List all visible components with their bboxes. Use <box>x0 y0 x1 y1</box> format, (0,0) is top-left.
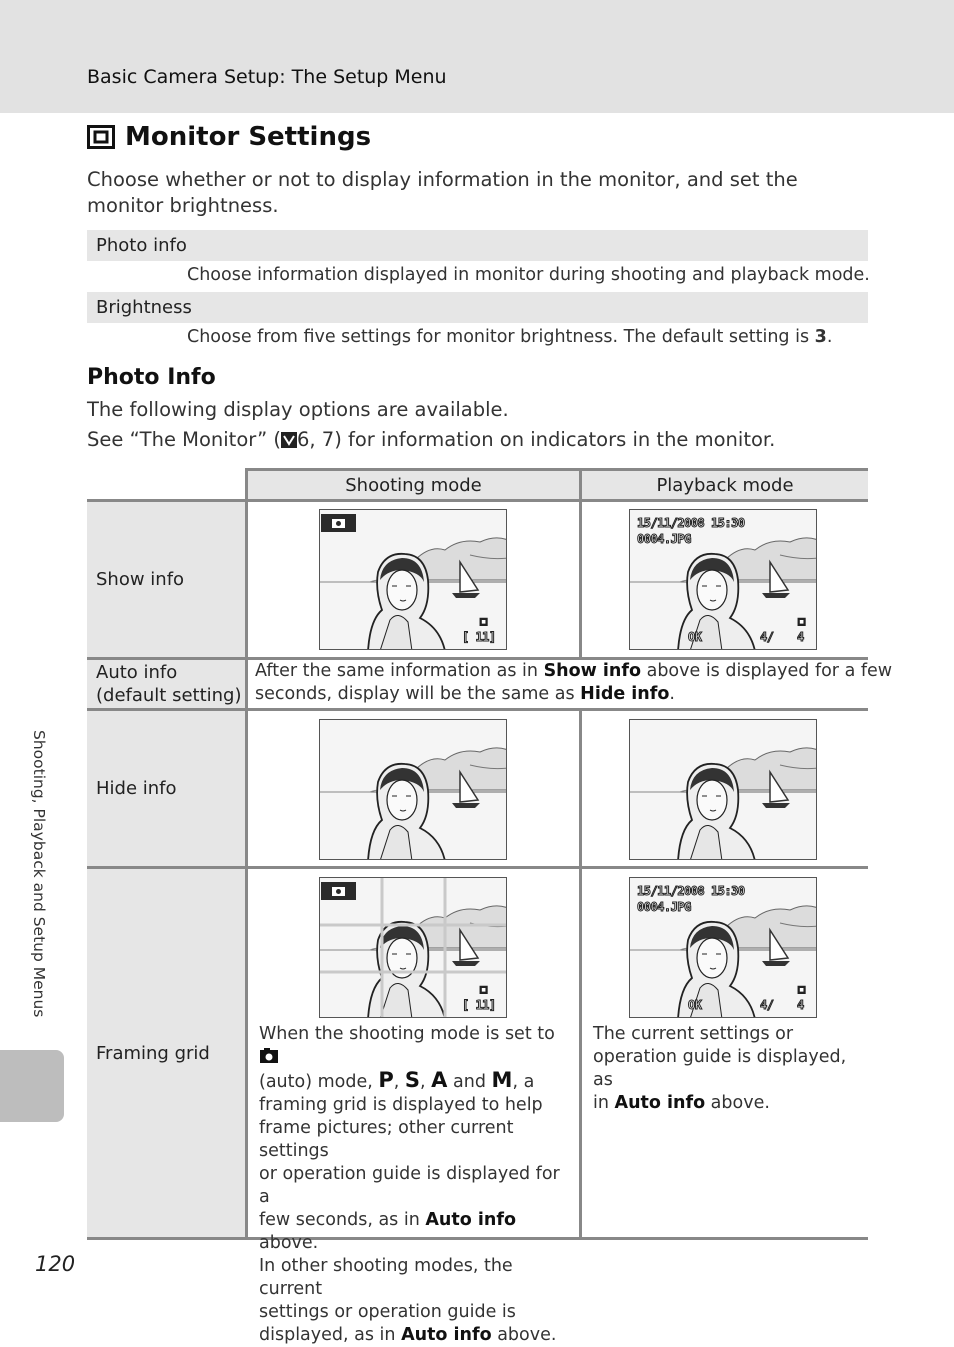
option-photo-info: Photo info <box>87 230 868 261</box>
monitor-shoot-show-info <box>319 509 507 650</box>
frame-number: 4/ <box>760 630 774 644</box>
camera-mode-icon <box>321 514 356 532</box>
table-rule <box>579 468 582 660</box>
framing-shooting-description: When the shooting mode is set to (auto) mode, P, S, A and M, a framing grid is displayed to help frame pictures; other current settings or operation guide is displayed for a few seconds, as in Auto info above. In other shooting modes, the current settings or operation guide is displayed, as in Auto info above. <box>259 1024 560 1345</box>
col-header-shooting: Shooting mode <box>248 468 579 499</box>
monitor-shoot-framing-grid <box>319 877 507 1018</box>
table-rule <box>87 866 868 869</box>
chapter-label: Shooting, Playback and Setup Menus <box>30 730 48 1018</box>
date-time: 15/11/2008 15:30 <box>637 516 745 530</box>
monitor-icon <box>87 125 115 149</box>
frame-total: 4 <box>797 998 804 1012</box>
option-brightness-desc: Choose from five settings for monitor brightness. The default setting is 3. <box>187 327 833 347</box>
photo-info-line1: The following display options are available. <box>87 398 509 421</box>
file-name: 0004.JPG <box>637 532 691 546</box>
table-rule <box>87 499 868 502</box>
row-label-hide-info: Hide info <box>87 711 245 866</box>
date-time: 15/11/2008 15:30 <box>637 884 745 898</box>
intro-text: Choose whether or not to display information in the monitor, and set the monitor brightness. <box>87 168 798 217</box>
scene-illustration <box>630 878 817 1018</box>
row-label-auto-info: Auto info (default setting) <box>87 660 245 708</box>
auto-mode-camera-icon <box>259 1048 279 1064</box>
image-size-icon: ▣ <box>798 982 805 996</box>
section-header: Basic Camera Setup: The Setup Menu <box>87 66 447 88</box>
photo-info-heading: Photo Info <box>87 365 216 390</box>
monitor-shoot-hide-info <box>319 719 507 860</box>
shots-remaining: [ 11] <box>462 630 496 644</box>
frame-total: 4 <box>797 630 804 644</box>
framing-playback-description: The current settings or operation guide is displayed, as in Auto info above. <box>593 1024 847 1113</box>
monitor-play-show-info <box>629 509 817 650</box>
camera-mode-icon <box>321 882 356 900</box>
table-rule <box>245 468 248 1240</box>
monitor-play-hide-info <box>629 719 817 860</box>
monitor-play-framing-grid <box>629 877 817 1018</box>
col-header-playback: Playback mode <box>582 468 868 499</box>
row-label-show-info: Show info <box>87 502 245 657</box>
image-size-icon: ▣ <box>798 614 805 628</box>
page-title <box>87 122 371 152</box>
table-rule <box>579 708 582 1240</box>
image-size-icon: ▣ <box>480 982 487 996</box>
scene-illustration <box>630 510 817 650</box>
option-photo-info-desc: Choose information displayed in monitor during shooting and playback mode. <box>187 265 870 285</box>
chapter-tab <box>0 1050 64 1122</box>
scene-illustration <box>320 720 507 860</box>
page-number: 120 <box>35 1252 76 1276</box>
table-rule <box>87 708 868 711</box>
photo-info-line2: See “The Monitor” ( 6, 7) for information on indicators in the monitor. <box>87 428 776 451</box>
scene-illustration <box>630 720 817 860</box>
page-title-text: Monitor Settings <box>125 122 372 152</box>
ok-indicator: OK <box>688 998 702 1012</box>
frame-number: 4/ <box>760 998 774 1012</box>
row-label-framing-grid: Framing grid <box>87 869 245 1237</box>
ok-indicator: OK <box>688 630 702 644</box>
header-band <box>0 0 954 113</box>
page-reference-icon <box>281 430 297 446</box>
image-size-icon: ▣ <box>480 614 487 628</box>
shots-remaining: [ 11] <box>462 998 496 1012</box>
auto-info-description: After the same information as in Show info above is displayed for a few seconds, display will be the same as Hide info. <box>255 661 893 704</box>
option-brightness: Brightness <box>87 292 868 323</box>
file-name: 0004.JPG <box>637 900 691 914</box>
